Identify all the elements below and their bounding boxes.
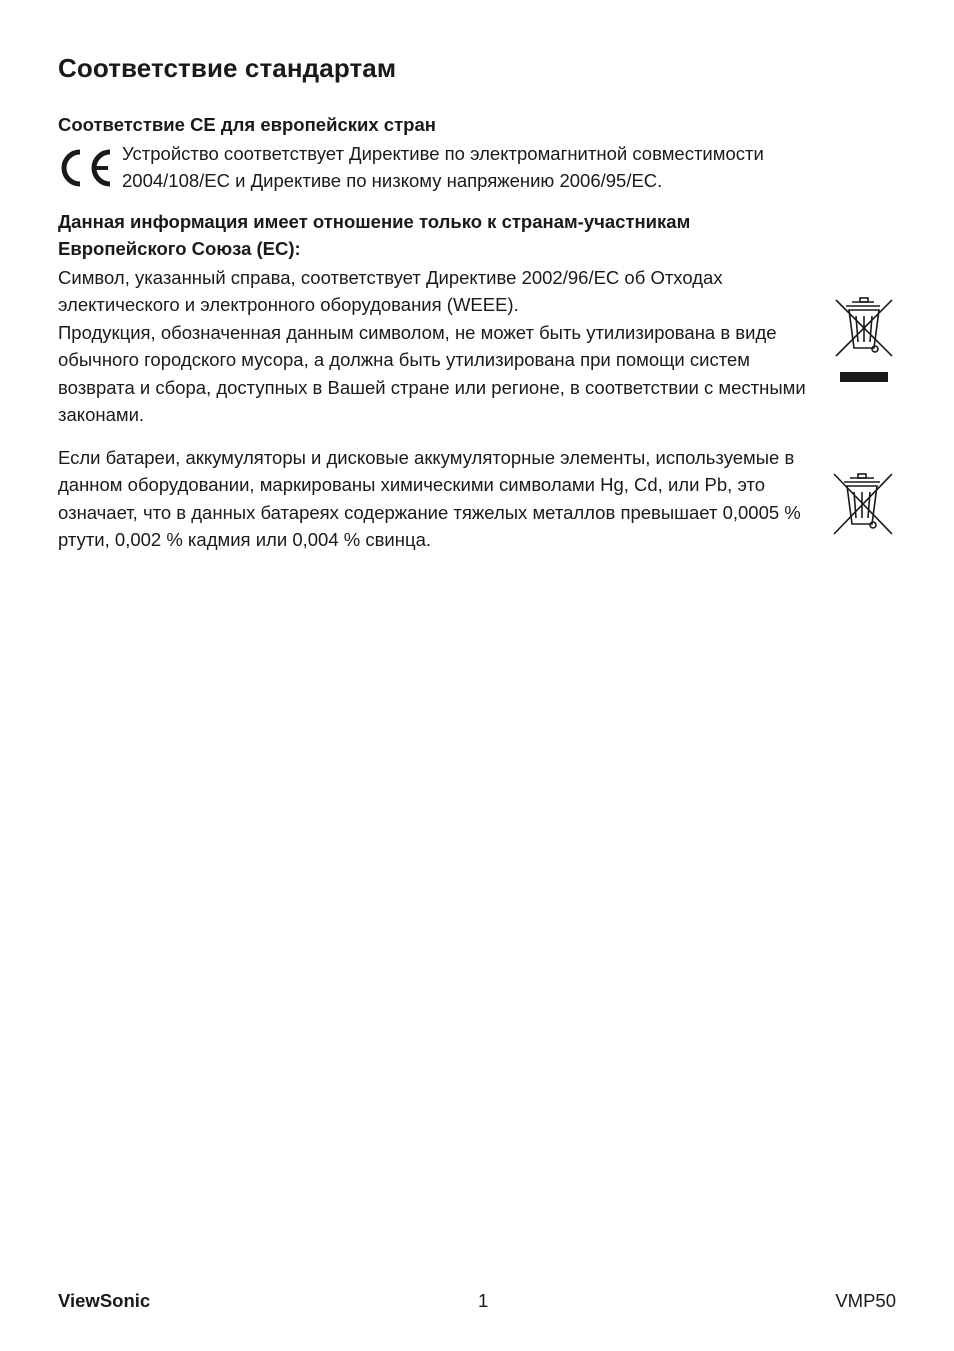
footer-page-number: 1 [478, 1290, 489, 1311]
weee-paragraph-2: Продукция, обозначенная данным символом, не может быть утилизирована в виде обычного городского мусора, а должна быть утилизирована при помощи систем возврата и сбора, доступных в Вашей стране или регионе, в соответствии с местными законами. [58, 321, 806, 426]
ce-text: Устройство соответствует Директиве по электромагнитной совместимости 2004/108/EC и Директиве по низкому напряжению 2006/95/EC. [122, 143, 764, 191]
weee-text [58, 264, 828, 428]
footer-model: VMP50 [835, 1290, 896, 1311]
page-title: Соответствие стандартам [58, 53, 397, 83]
eu-heading: Данная информация имеет отношение только к странам-участникам Европейского Союза (ЕС): [58, 211, 691, 259]
battery-bin-icon [832, 470, 894, 538]
battery-text: Если батареи, аккумуляторы и дисковые аккумуляторные элементы, используемые в данном оборудовании, маркированы химическими символами Hg, Cd, или Pb, это означает, что в данных батареях содержание тяжелых металлов превышает 0,0005 % ртути, 0,002 % кадмия или 0,004 % свинца. [58, 447, 801, 551]
ce-mark-icon [58, 148, 116, 188]
crossed-out-wheeled-bin-icon [834, 296, 896, 388]
page-footer [58, 1290, 896, 1314]
ce-section-heading: Соответствие CE для европейских стран [58, 114, 436, 135]
weee-paragraph-1: Символ, указанный справа, соответствует Директиве 2002/96/ЕС об Отходах электического и электронного оборудования (WEEE). [58, 267, 723, 316]
footer-brand: ViewSonic [58, 1290, 151, 1311]
